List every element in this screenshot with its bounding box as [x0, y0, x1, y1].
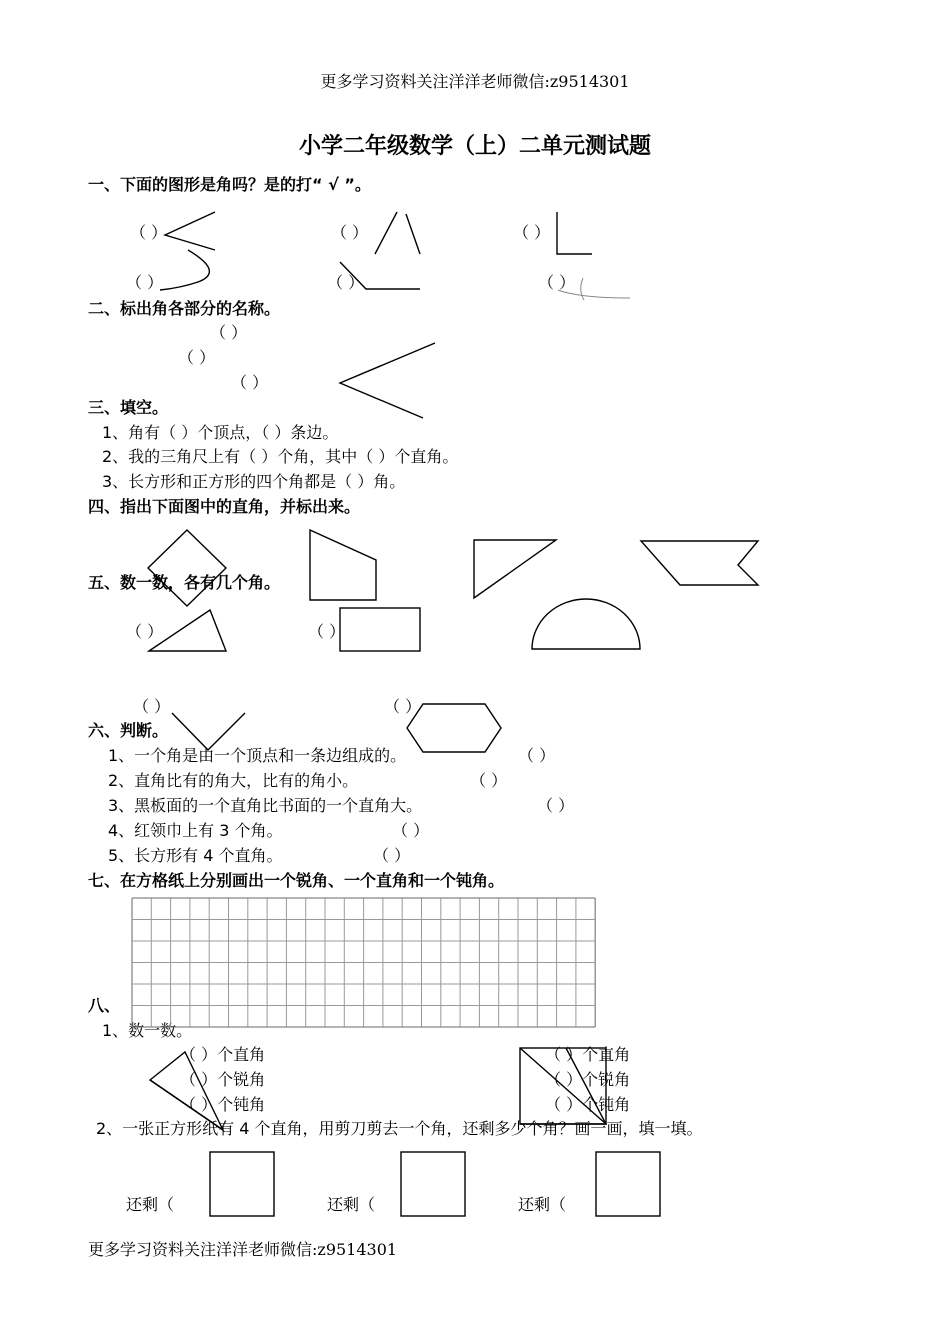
answer-paren[interactable]: （ ）: [331, 223, 369, 242]
remain-label: 还剩（: [126, 1195, 175, 1214]
count-item: 1、数一数。: [102, 1021, 193, 1040]
count-obtuse-angles: （ ）个钝角: [180, 1095, 266, 1114]
page-title: 小学二年级数学（上）二单元测试题: [298, 134, 651, 159]
angle-figure: [340, 343, 435, 418]
answer-paren[interactable]: （ ）: [373, 846, 411, 865]
count-acute-angles: （ ）个锐角: [545, 1070, 631, 1089]
figure-triangle-group: [150, 1052, 223, 1130]
section-7-heading: 七、在方格纸上分别画出一个锐角、一个直角和一个钝角。: [88, 871, 505, 890]
answer-paren[interactable]: （ ）: [126, 622, 164, 641]
figure-curve: [581, 278, 584, 300]
answer-paren[interactable]: （ ）: [384, 697, 422, 716]
figure-square: [148, 530, 226, 606]
remain-label: 还剩（: [327, 1195, 376, 1214]
figure-curve: [558, 290, 630, 298]
square-grid: [132, 898, 595, 1027]
answer-paren[interactable]: （ ）: [470, 771, 508, 790]
judge-item: 1、一个角是由一个顶点和一条边组成的。: [108, 746, 407, 765]
answer-paren[interactable]: （ ）: [327, 273, 365, 292]
count-right-angles: （ ）个直角: [180, 1045, 266, 1064]
judge-item: 4、红领巾上有 3 个角。: [108, 821, 283, 840]
figure-semicircle: [532, 599, 640, 649]
remain-label: 还剩（: [518, 1195, 567, 1214]
answer-paren[interactable]: （ ）: [513, 223, 551, 242]
cut-corner-item: 2、一张正方形纸有 4 个直角，用剪刀剪去一个角，还剩多少个角？画一画，填一填。: [96, 1119, 703, 1138]
section-3-heading: 三、填空。: [88, 398, 169, 417]
figure-right-triangle: [474, 540, 556, 598]
count-obtuse-angles: （ ）个钝角: [545, 1095, 631, 1114]
judge-item: 5、长方形有 4 个直角。: [108, 846, 283, 865]
paper-square: [401, 1152, 465, 1216]
fill-item: 1、角有（ ）个顶点，（ ）条边。: [102, 423, 339, 442]
section-2-heading: 二、标出角各部分的名称。: [88, 299, 281, 318]
section-1-heading: 一、下面的图形是角吗？是的打“ √ ”。: [88, 175, 371, 194]
figure-shape: [641, 541, 758, 585]
answer-paren[interactable]: （ ）: [308, 622, 346, 641]
figure-trapezoid: [310, 530, 376, 600]
answer-paren[interactable]: （ ）: [126, 273, 164, 292]
figure-curve: [160, 250, 209, 290]
figure-line: [375, 212, 397, 254]
paper-square: [210, 1152, 274, 1216]
answer-paren[interactable]: （ ）: [538, 273, 576, 292]
fill-item: 3、长方形和正方形的四个角都是（ ）角。: [102, 472, 406, 491]
figure-v-angle: [172, 713, 245, 750]
section-5-heading: 五、数一数，各有几个角。: [88, 573, 281, 592]
figure-angle: [340, 262, 420, 289]
figure-open-angle: [165, 212, 215, 250]
judge-item: 3、黑板面的一个直角比书面的一个直角大。: [108, 796, 423, 815]
figure-line: [406, 214, 420, 254]
answer-paren[interactable]: （ ）: [133, 697, 171, 716]
answer-paren[interactable]: （ ）: [231, 373, 269, 392]
section-4-heading: 四、指出下面图中的直角，并标出来。: [88, 497, 361, 516]
paper-square: [596, 1152, 660, 1216]
footer-note: 更多学习资料关注洋洋老师微信:z9514301: [88, 1240, 398, 1259]
section-8-heading: 八、: [88, 996, 121, 1015]
answer-paren[interactable]: （ ）: [392, 821, 430, 840]
answer-paren[interactable]: （ ）: [537, 796, 575, 815]
figure-line: [150, 1080, 223, 1130]
figure-angle: [557, 212, 592, 254]
fill-item: 2、我的三角尺上有（ ）个角，其中（ ）个直角。: [102, 447, 459, 466]
answer-paren[interactable]: （ ）: [178, 348, 216, 367]
figure-hexagon: [407, 704, 501, 752]
section-6-heading: 六、判断。: [88, 721, 169, 740]
figure-line: [520, 1048, 606, 1124]
judge-item: 2、直角比有的角大，比有的角小。: [108, 771, 359, 790]
header-note: 更多学习资料关注洋洋老师微信:z9514301: [320, 72, 630, 91]
count-right-angles: （ ）个直角: [545, 1045, 631, 1064]
answer-paren[interactable]: （ ）: [210, 323, 248, 342]
figure-triangle: [149, 610, 226, 651]
figure-rectangle: [340, 608, 420, 651]
answer-paren[interactable]: （ ）: [518, 746, 556, 765]
count-acute-angles: （ ）个锐角: [180, 1070, 266, 1089]
answer-paren[interactable]: （ ）: [130, 223, 168, 242]
